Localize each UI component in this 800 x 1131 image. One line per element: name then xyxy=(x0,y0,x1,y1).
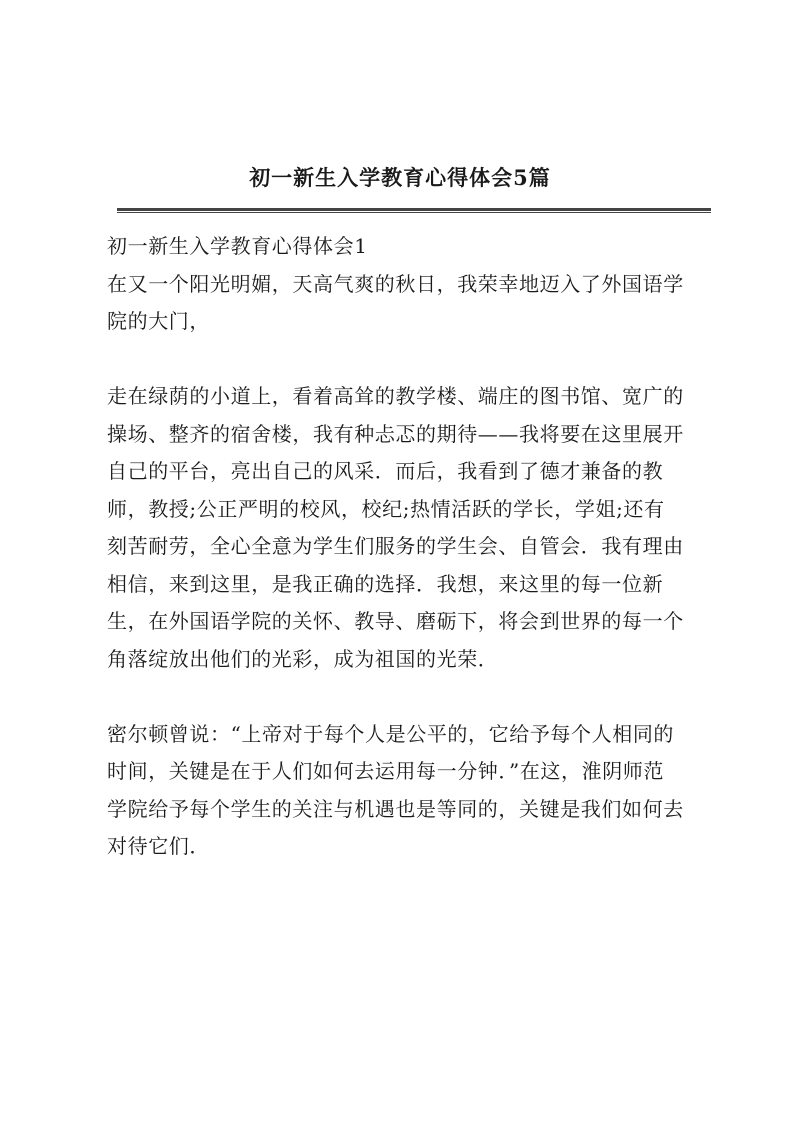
paragraph-line: 对待它们． xyxy=(107,834,210,858)
paragraph-1 xyxy=(107,266,717,341)
section-heading: 初一新生入学教育心得体会1 xyxy=(107,234,368,258)
paragraph-line: 学院给予每个学生的关注与机遇也是等同的，关键是我们如何去 xyxy=(107,796,684,821)
paragraph-line: 刻苦耐劳，全心全意为学生们服务的学生会、自管会．我有理由 xyxy=(107,534,684,558)
document-title: 初一新生入学教育心得体会5篇 xyxy=(249,165,551,190)
paragraph-line: 密尔顿曾说：“上帝对于每个人是公平的，它给予每个人相同的 xyxy=(107,721,675,746)
paragraph-line: 角落绽放出他们的光彩，成为祖国的光荣． xyxy=(107,646,499,671)
document-body xyxy=(107,228,717,866)
paragraph-line: 走在绿荫的小道上，看着高耸的教学楼、端庄的图书馆、宽广的 xyxy=(107,384,684,408)
paragraph-line: 院的大门， xyxy=(107,309,210,333)
paragraph-spacer xyxy=(107,678,717,716)
paragraph-line: 时间，关键是在于人们如何去运用每一分钟．”在这，淮阴师范 xyxy=(107,759,665,783)
paragraph-line: 师，教授;公正严明的校风，校纪;热情活跃的学长，学姐;还有 xyxy=(107,496,665,521)
paragraph-3 xyxy=(107,716,717,866)
paragraph-line: 操场、整齐的宿舍楼，我有种忐忑的期待——我将要在这里展开 xyxy=(107,421,684,446)
paragraph-line: 在又一个阳光明媚，天高气爽的秋日，我荣幸地迈入了外国语学 xyxy=(107,271,684,296)
paragraph-line: 相信，来到这里，是我正确的选择．我想，来这里的每一位新 xyxy=(107,571,664,596)
paragraph-2 xyxy=(107,378,717,678)
paragraph-line: 自己的平台，亮出自己的风采．而后，我看到了德才兼备的教 xyxy=(107,459,664,483)
title-divider xyxy=(117,208,711,213)
paragraph-line: 生，在外国语学院的关怀、教导、磨砺下，将会到世界的每一个 xyxy=(107,609,684,633)
paragraph-spacer xyxy=(107,341,717,379)
